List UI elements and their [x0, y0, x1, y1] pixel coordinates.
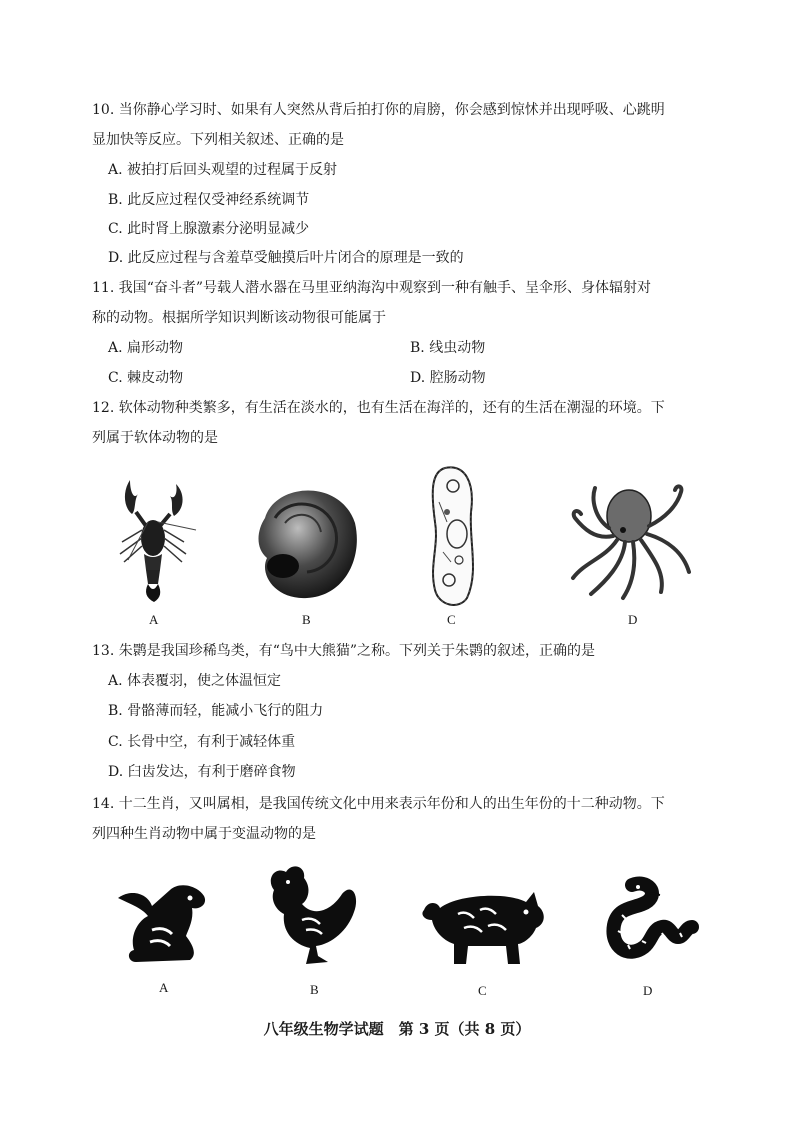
page-footer: 八年级生物学试题 第 3 页（共 8 页）	[263, 1020, 531, 1038]
q12-label-d: D	[628, 612, 638, 627]
q10-option-b: B. 此反应过程仅受神经系统调节	[108, 192, 310, 208]
q10-option-a: A. 被拍打后回头观望的过程属于反射	[108, 162, 338, 178]
q14-label-c: C	[478, 983, 487, 998]
q11-stem-line2: 称的动物。根据所学知识判断该动物很可能属于	[92, 310, 386, 326]
q13-option-a: A. 体表覆羽，使之体温恒定	[108, 673, 282, 689]
paramecium-icon	[425, 462, 485, 610]
octopus-icon	[565, 478, 695, 603]
q13-option-b: B. 骨骼薄而轻，能减小飞行的阻力	[108, 703, 324, 719]
q14-label-a: A	[159, 980, 169, 995]
q14-stem-line1: 14. 十二生肖，又叫属相，是我国传统文化中用来表示年份和人的出生年份的十二种动物。下	[92, 796, 665, 812]
q11-option-a: A. 扁形动物	[108, 340, 184, 356]
q13-option-d: D. 臼齿发达，有利于磨碎食物	[108, 764, 296, 780]
rooster-icon	[262, 860, 362, 972]
q13-option-c: C. 长骨中空，有利于减轻体重	[108, 734, 296, 750]
q13-stem-line1: 13. 朱鹮是我国珍稀鸟类，有“鸟中大熊猫”之称。下列关于朱鹮的叙述，正确的是	[92, 643, 596, 659]
pig-icon	[418, 880, 548, 972]
q12-stem-line2: 列属于软体动物的是	[92, 430, 218, 446]
q11-stem-line1: 11. 我国“奋斗者”号载人潜水器在马里亚纳海沟中观察到一种有触手、呈伞形、身体辐射对	[92, 280, 652, 296]
q12-stem-line1: 12. 软体动物种类繁多，有生活在淡水的，也有生活在海洋的，还有的生活在潮湿的环境。下	[92, 400, 665, 416]
q12-label-b: B	[302, 612, 311, 627]
q11-option-d: D. 腔肠动物	[410, 370, 486, 386]
snake-icon	[592, 875, 702, 970]
q10-option-c: C. 此时肾上腺激素分泌明显减少	[108, 221, 310, 237]
rat-icon	[112, 878, 212, 970]
lobster-icon	[108, 470, 198, 610]
q12-label-c: C	[447, 612, 456, 627]
q10-option-d: D. 此反应过程与含羞草受触摸后叶片闭合的原理是一致的	[108, 250, 464, 266]
q12-label-a: A	[149, 612, 159, 627]
q14-stem-line2: 列四种生肖动物中属于变温动物的是	[92, 826, 316, 842]
snail-shell-icon	[245, 478, 365, 603]
q10-stem-line1: 10. 当你静心学习时、如果有人突然从背后拍打你的肩膀，你会感到惊怵并出现呼吸、心跳明	[92, 102, 665, 118]
q11-option-c: C. 棘皮动物	[108, 370, 184, 386]
q11-option-b: B. 线虫动物	[410, 340, 486, 356]
q10-stem-line2: 显加快等反应。下列相关叙述、正确的是	[92, 132, 344, 148]
q14-label-b: B	[310, 982, 319, 997]
q14-label-d: D	[643, 983, 653, 998]
